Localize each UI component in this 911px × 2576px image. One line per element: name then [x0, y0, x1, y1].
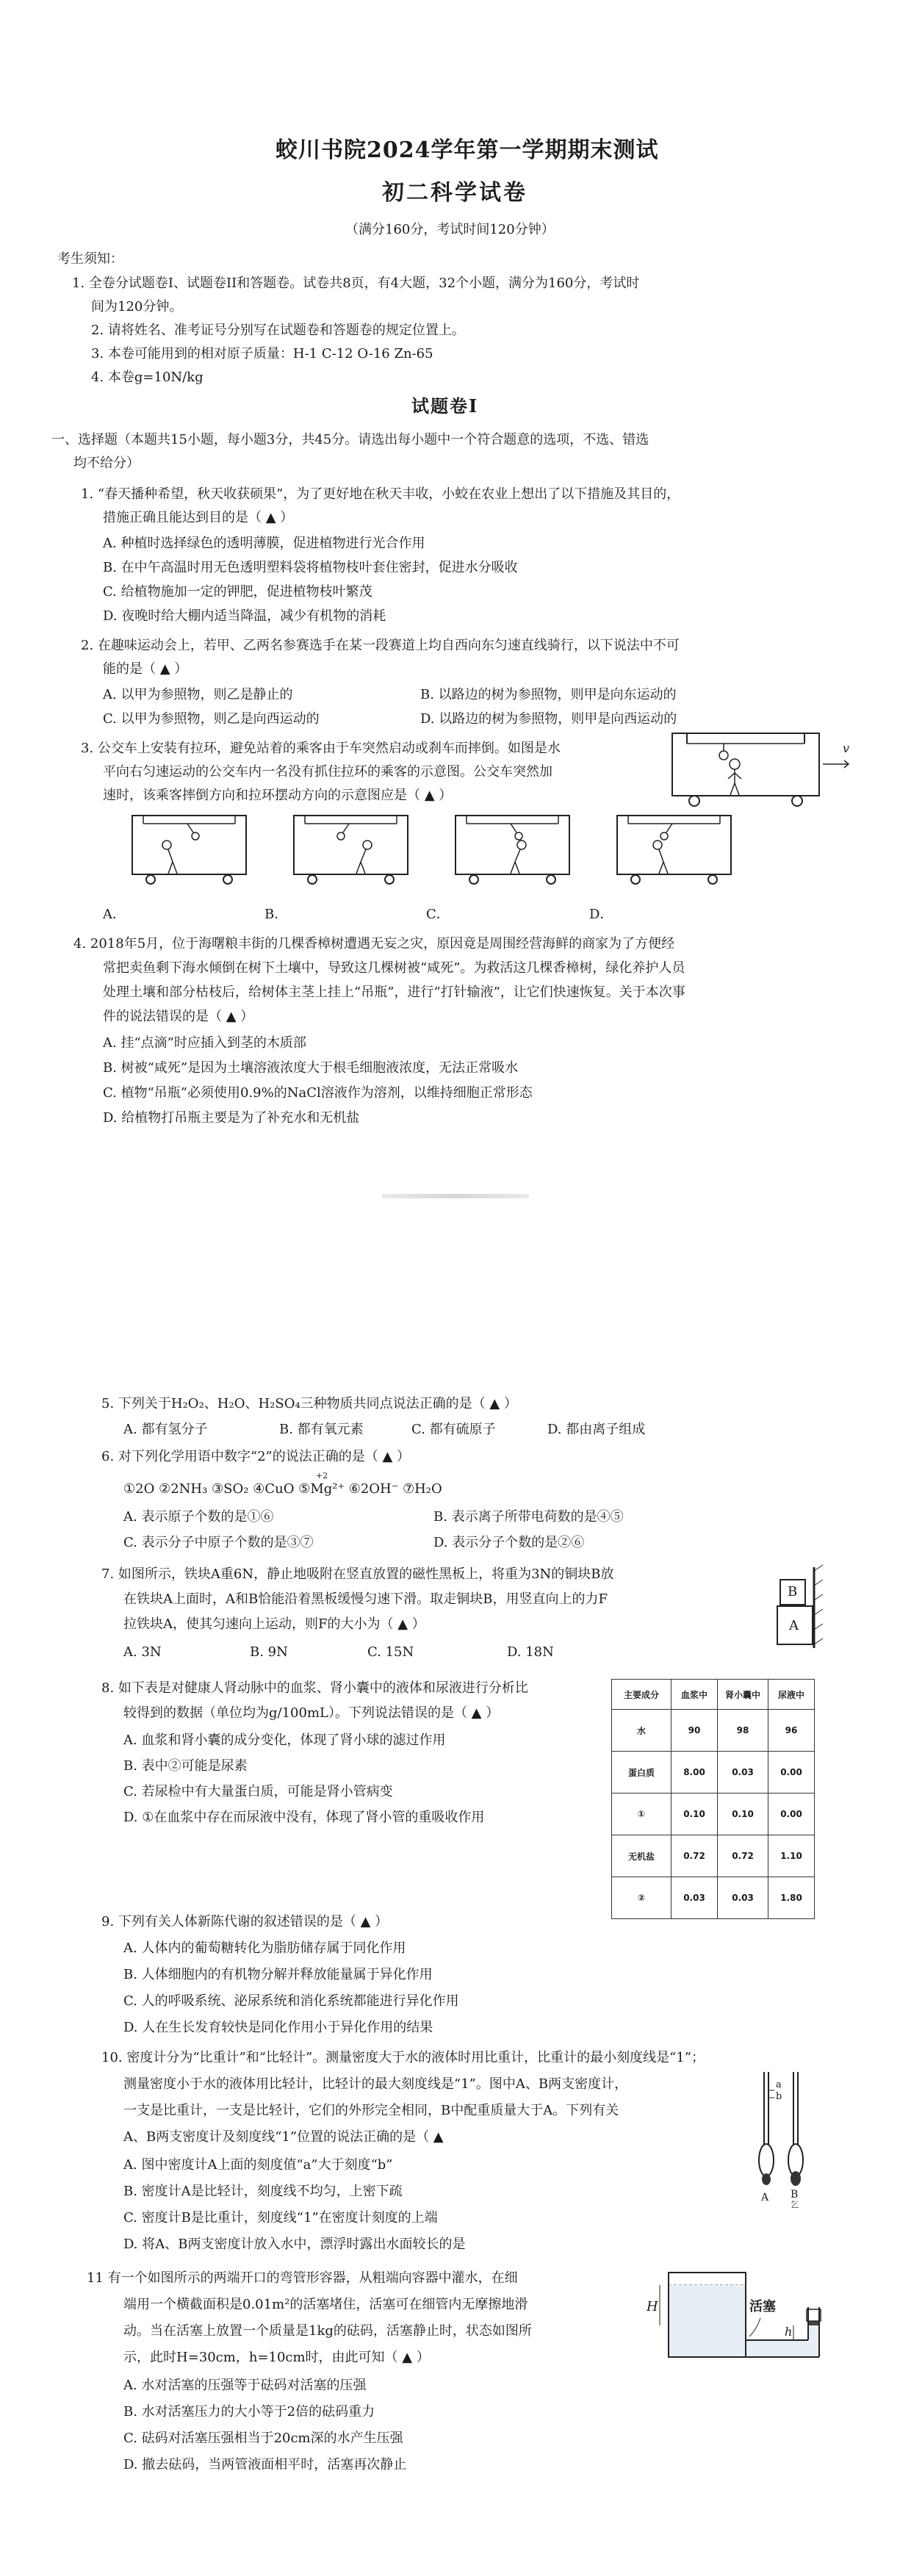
table-cell: 0.10: [718, 1794, 768, 1835]
option: A. 以甲为参照物，则乙是静止的: [103, 687, 293, 702]
table-cell: 无机盐: [612, 1835, 671, 1877]
option: A. 3N: [123, 1644, 162, 1660]
option-label: B．: [264, 907, 288, 922]
question-stem: 示，此时H=30cm，h=10cm时，由此可知（ ▲ ）: [123, 2350, 430, 2365]
bus-option-b: [290, 812, 415, 893]
option: C. 密度计B是比重计，刻度线“1”在密度计刻度的上端: [123, 2210, 438, 2226]
option: B. 人体细胞内的有机物分解并释放能量属于异化作用: [123, 1967, 433, 1982]
option: D. 都由离子组成: [547, 1422, 646, 1437]
table-cell: 0.72: [671, 1835, 718, 1877]
option: C. 表示分子中原子个数的是③⑦: [123, 1535, 314, 1550]
question-stem: A、B两支密度计及刻度线“1”位置的说法正确的是（ ▲: [123, 2129, 444, 2145]
hydrometer-b-label: B: [791, 2189, 799, 2201]
option: C. 砝码对活塞压强相当于20cm深的水产生压强: [123, 2431, 403, 2446]
question-stem: 一支是比重计，一支是比轻计，它们的外形完全相同，B中配重质量大于A。下列有关: [123, 2103, 619, 2118]
option: A. 水对活塞的压强等于砝码对活塞的压强: [123, 2378, 367, 2393]
question-stem: 1. “春天播种希望，秋天收获硕果”，为了更好地在秋天丰收，小蛟在农业上想出了以下措施及其目的，: [81, 486, 680, 502]
question-stem: 平向右匀速运动的公交车内一名没有抓住拉环的乘客的示意图。公交车突然加: [103, 764, 552, 780]
formula-list: ①2O ②2NH₃ ③SO₂ ④CuO ⑤Mg²⁺ ⑥2OH⁻ ⑦H₂O: [123, 1481, 442, 1497]
question-stem: 能的是（ ▲ ）: [103, 661, 188, 677]
option: C. 人的呼吸系统、泌尿系统和消化系统都能进行异化作用: [123, 1993, 459, 2009]
blackboard-diagram: [735, 1564, 838, 1652]
table-row: [612, 1794, 815, 1835]
bus-diagram: [665, 727, 856, 808]
table-header-cell: 尿液中: [768, 1680, 815, 1710]
table-cell: 0.00: [768, 1752, 815, 1794]
question-stem: 速时，该乘客摔倒方向和拉环摆动方向的示意图应是（ ▲ ）: [103, 788, 453, 803]
question-stem: 在铁块A上面时，A和B恰能沿着黑板缓慢匀速下滑。取走铜块B，用竖直向上的力F: [123, 1591, 608, 1607]
table-header-cell: 主要成分: [612, 1680, 671, 1710]
option: B. 树被“咸死”是因为土壤溶液浓度大于根毛细胞液浓度，无法正常吸水: [103, 1060, 519, 1076]
table-row: [612, 1877, 815, 1919]
charge-mark: +2: [316, 1471, 328, 1481]
table-cell: 0.03: [718, 1877, 768, 1919]
option: D. 夜晚时给大棚内适当降温，减少有机物的消耗: [103, 608, 386, 624]
table-cell: 0.03: [718, 1752, 768, 1794]
velocity-label: v: [843, 741, 850, 755]
table-cell: 1.80: [768, 1877, 815, 1919]
question-stem: 2. 在趣味运动会上，若甲、乙两名参赛选手在某一段赛道上均自西向东匀速直线骑行，以下说法中不可: [81, 638, 680, 653]
table-cell: 水: [612, 1710, 671, 1752]
question-stem: 测量密度小于水的液体用比轻计，比轻计的最大刻度线是“1”。图中A、B两支密度计，: [123, 2076, 628, 2092]
block-b-label: B: [788, 1584, 798, 1600]
table-cell: 90: [671, 1710, 718, 1752]
height-H-label: H: [647, 2299, 658, 2314]
notice-title: 考生须知：: [57, 251, 123, 267]
question-stem: 10. 密度计分为“比重计”和“比轻计”。测量密度大于水的液体时用比重计，比重计的最小刻度线是“1”；: [101, 2050, 705, 2065]
hydrometer-b-sublabel: 乞: [791, 2200, 799, 2209]
section-intro: 均不给分）: [73, 456, 140, 471]
table-cell: 1.10: [768, 1835, 815, 1877]
question-stem: 9. 下列有关人体新陈代谢的叙述错误的是（ ▲ ）: [101, 1914, 389, 1929]
option: A. 都有氢分子: [123, 1422, 208, 1437]
table-cell: 0.03: [671, 1877, 718, 1919]
question-stem: 7. 如图所示，铁块A重6N，静止地吸附在竖直放置的磁性黑板上，将重为3N的铜块B放: [101, 1566, 614, 1582]
table-cell: ①: [612, 1794, 671, 1835]
option-label: A．: [103, 907, 126, 922]
bus-option-d: [613, 812, 738, 893]
school-title: 蛟川书院2024学年第一学期期末测试: [276, 137, 659, 163]
bus-option-c: [452, 812, 577, 893]
question-stem: 3. 公交车上安装有拉环，避免站着的乘客由于车突然启动或刹车而摔倒。如图是水: [81, 741, 561, 756]
table-header-cell: 血浆中: [671, 1680, 718, 1710]
option: D. 表示分子个数的是②⑥: [433, 1535, 585, 1550]
question-stem: 11 有一个如图所示的两端开口的弯管形容器，从粗端向容器中灌水，在细: [87, 2270, 518, 2286]
option: A. 表示原子个数的是①⑥: [123, 1509, 274, 1525]
table-cell: 0.72: [718, 1835, 768, 1877]
option: D. 18N: [507, 1644, 554, 1660]
option: B. 以路边的树为参照物，则甲是向东运动的: [420, 687, 677, 702]
question-stem: 6. 对下列化学用语中数字“2”的说法正确的是（ ▲ ）: [101, 1449, 411, 1464]
option: B. 在中午高温时用无色透明塑料袋将植物枝叶套住密封，促进水分吸收: [103, 560, 518, 575]
question-stem: 端用一个横截面积是0.01m²的活塞堵住，活塞可在细管内无摩擦地滑: [123, 2297, 528, 2312]
bus-option-a: [129, 812, 253, 893]
option: B. 表示离子所带电荷数的是④⑤: [433, 1509, 624, 1525]
notice-line: 4. 本卷g=10N/kg: [91, 370, 204, 385]
height-h-label: h: [785, 2325, 793, 2339]
option: C. 15N: [367, 1644, 414, 1660]
question-stem: 措施正确且能达到目的是（ ▲ ）: [103, 510, 294, 525]
question-stem: 4. 2018年5月，位于海曙粮丰街的几棵香樟树遭遇无妄之灾，原因竟是周围经营海鲜的商家为了方便经: [73, 936, 675, 951]
option: C. 给植物施加一定的钾肥，促进植物枝叶繁茂: [103, 584, 372, 600]
table-cell: 98: [718, 1710, 768, 1752]
option: A. 种植时选择绿色的透明薄膜，促进植物进行光合作用: [103, 536, 425, 551]
option: B. 水对活塞压力的大小等于2倍的砝码重力: [123, 2404, 375, 2420]
option: A. 血浆和肾小囊的成分变化，体现了肾小球的滤过作用: [123, 1733, 446, 1748]
option: D. 给植物打吊瓶主要是为了补充水和无机盐: [103, 1110, 360, 1126]
notice-line: 2. 请将姓名、准考证号分别写在试题卷和答题卷的规定位置上。: [91, 323, 465, 338]
notice-line: 间为120分钟。: [91, 299, 183, 314]
section-intro: 一、选择题（本题共15小题，每小题3分，共45分。请选出每小题中一个符合题意的选项，不选、错选: [51, 432, 649, 447]
scale-mark-a: a: [776, 2079, 782, 2090]
option: D. 将A、B两支密度计放入水中，漂浮时露出水面较长的是: [123, 2237, 466, 2252]
option: A. 图中密度计A上面的刻度值“a”大于刻度“b”: [123, 2157, 393, 2173]
question-stem: 常把卖鱼剩下海水倾倒在树下土壤中，导致这几棵树被“咸死”。为救活这几棵香樟树，绿化养护人员: [103, 960, 685, 976]
table-cell: 0.10: [671, 1794, 718, 1835]
u-tube-diagram: [647, 2267, 830, 2362]
scale-mark-b: b: [776, 2091, 782, 2102]
block-a-label: A: [789, 1618, 799, 1633]
question-stem: 8. 如下表是对健康人肾动脉中的血浆、肾小囊中的液体和尿液进行分析比: [101, 1680, 528, 1696]
option: C. 植物“吊瓶”必须使用0.9%的NaCl溶液作为溶剂，以维持细胞正常形态: [103, 1085, 533, 1101]
question-stem: 5. 下列关于H₂O₂、H₂O、H₂SO₄三种物质共同点说法正确的是（ ▲ ）: [101, 1396, 517, 1411]
question-stem: 处理土壤和部分枯枝后，给树体主茎上挂上“吊瓶”，进行“打针输液”，让它们快速恢复。关于本次事: [103, 985, 685, 1000]
table-cell: ②: [612, 1877, 671, 1919]
table-header-row: [612, 1680, 815, 1710]
score-time: （满分160分，考试时间120分钟）: [345, 222, 555, 237]
table-cell: 8.00: [671, 1752, 718, 1794]
piston-label: 活塞: [749, 2299, 776, 2314]
option-label: D．: [589, 907, 613, 922]
option: B. 表中②可能是尿素: [123, 1758, 248, 1774]
option: D. 人在生长发育较快是同化作用小于异化作用的结果: [123, 2020, 433, 2035]
option: B. 都有氧元素: [279, 1422, 364, 1437]
kidney-data-table: [611, 1679, 815, 1919]
option: B. 9N: [250, 1644, 288, 1660]
page-smudge: [382, 1194, 529, 1198]
option: D. 撤去砝码，当两管液面相平时，活塞再次静止: [123, 2457, 407, 2472]
option: A. 挂“点滴”时应插入到茎的木质部: [103, 1035, 306, 1051]
table-cell: 0.00: [768, 1794, 815, 1835]
option: C. 若尿检中有大量蛋白质，可能是肾小管病变: [123, 1784, 393, 1799]
notice-line: 1. 全卷分试题卷I、试题卷II和答题卷。试卷共8页，有4大题，32个小题，满分为160分，考试时: [72, 276, 640, 291]
question-stem: 动。当在活塞上放置一个质量是1kg的砝码，活塞静止时，状态如图所: [123, 2323, 532, 2339]
hydrometer-a-label: A: [761, 2192, 769, 2203]
option: D. ①在血浆中存在而尿液中没有，体现了肾小管的重吸收作用: [123, 1810, 485, 1825]
option: C. 都有硫原子: [411, 1422, 496, 1437]
question-stem: 件的说法错误的是（ ▲ ）: [103, 1009, 254, 1024]
option: B. 密度计A是比轻计，刻度线不均匀，上密下疏: [123, 2184, 403, 2199]
table-row: [612, 1752, 815, 1794]
option: D. 以路边的树为参照物，则甲是向西运动的: [420, 711, 677, 727]
option: C. 以甲为参照物，则乙是向西运动的: [103, 711, 320, 727]
table-cell: 蛋白质: [612, 1752, 671, 1794]
table-header-cell: 肾小囊中: [718, 1680, 768, 1710]
section-title: 试题卷I: [411, 395, 479, 417]
table-row: [612, 1835, 815, 1877]
hydrometer-diagram: [742, 2065, 823, 2209]
paper-title: 初二科学试卷: [382, 180, 527, 206]
notice-line: 3. 本卷可能用到的相对原子质量：H-1 C-12 O-16 Zn-65: [91, 346, 433, 361]
table-row: [612, 1710, 815, 1752]
question-stem: 较得到的数据（单位均为g/100mL）。下列说法错误的是（ ▲ ）: [123, 1705, 500, 1721]
table-cell: 96: [768, 1710, 815, 1752]
option-label: C．: [426, 907, 450, 922]
question-stem: 拉铁块A，使其匀速向上运动，则F的大小为（ ▲ ）: [123, 1616, 425, 1632]
option: A. 人体内的葡萄糖转化为脂肪储存属于同化作用: [123, 1940, 406, 1956]
